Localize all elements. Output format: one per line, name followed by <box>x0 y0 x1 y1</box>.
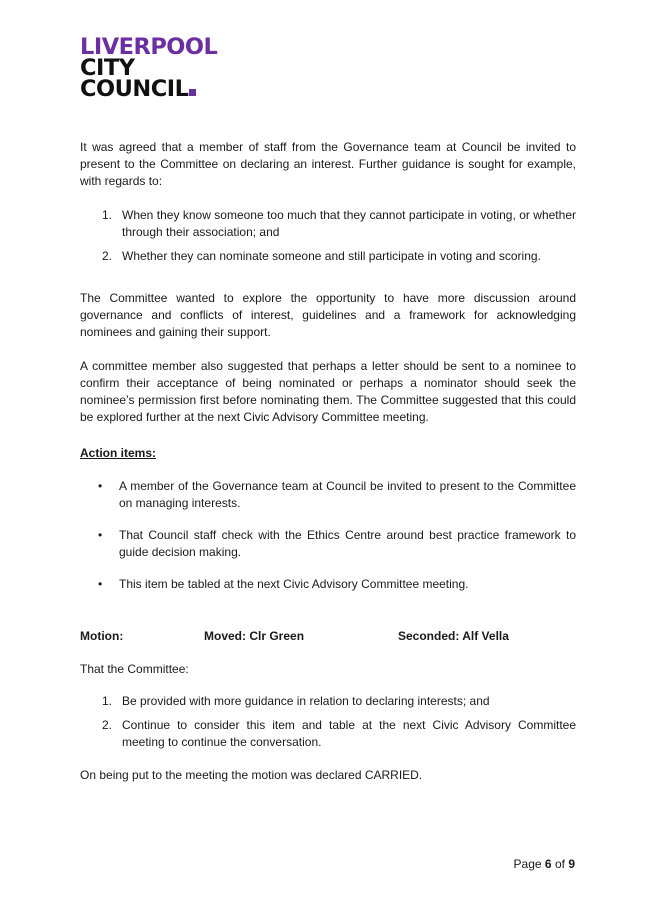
list-text: Whether they can nominate someone and still participate in voting and scoring. <box>122 249 541 263</box>
list-number: 1. <box>102 208 113 222</box>
list-item <box>80 527 576 561</box>
bullet: • <box>98 577 103 591</box>
governance-paragraph: The Committee wanted to explore the opportunity to have more discussion around governance and conflicts of interest, guidelines and a framework for acknowledging nominees and gaining their support. <box>80 291 576 339</box>
logo-council-text: COUNCIL <box>80 76 189 102</box>
resolution-list <box>80 693 576 751</box>
motion-label: Motion: <box>80 629 124 643</box>
document-body <box>80 139 576 784</box>
list-text: Be provided with more guidance in relation to declaring interests; and <box>122 694 490 708</box>
list-item <box>80 207 576 241</box>
action-items-list <box>80 478 576 593</box>
motion-seconded: Seconded: Alf Vella <box>398 629 509 643</box>
bullet: • <box>98 479 103 493</box>
logo-line-council <box>80 76 217 102</box>
action-items-heading: Action items: <box>80 446 157 460</box>
logo-line-liverpool: LIVERPOOL <box>80 34 218 60</box>
logo-square-mark <box>189 89 196 96</box>
list-text: A member of the Governance team at Council be invited to present to the Committee on managing interests. <box>119 479 576 510</box>
total-pages: 9 <box>568 857 575 871</box>
current-page: 6 <box>544 857 552 871</box>
bullet: • <box>98 528 103 542</box>
list-item <box>80 478 576 512</box>
logo-line-city: CITY <box>80 55 135 81</box>
page-word: Page <box>513 857 542 871</box>
list-text: Continue to consider this item and table at the next Civic Advisory Committee meeting to continue the conversation. <box>122 718 576 749</box>
list-number: 2. <box>102 718 113 732</box>
nominee-letter-paragraph: A committee member also suggested that perhaps a letter should be sent to a nominee to confirm their acceptance of being nominated or perhaps a nominator should seek the nominee’s permission first before nominating them. The Committee suggested that this could be explored further at the next Civic Advisory Committee meeting. <box>80 359 576 424</box>
list-number: 2. <box>102 249 113 263</box>
list-item <box>80 717 576 751</box>
guidance-list <box>80 207 576 265</box>
of-word: of <box>554 857 565 871</box>
list-text: When they know someone too much that they cannot participate in voting, or whether through their association; and <box>122 208 576 239</box>
list-text: That Council staff check with the Ethics Centre around best practice framework to guide decision making. <box>119 528 576 559</box>
motion-outcome: On being put to the meeting the motion was declared CARRIED. <box>80 768 423 782</box>
page-number <box>400 857 575 871</box>
list-item <box>80 693 576 710</box>
motion-moved: Moved: Clr Green <box>204 629 305 643</box>
intro-paragraph: It was agreed that a member of staff from the Governance team at Council be invited to present to the Committee on declaring an interest. Further guidance is sought for example, with regards to: <box>80 140 576 188</box>
motion-row <box>80 628 576 645</box>
list-item <box>80 248 576 265</box>
list-item <box>80 576 576 593</box>
list-number: 1. <box>102 694 113 708</box>
list-text: This item be tabled at the next Civic Advisory Committee meeting. <box>119 577 469 591</box>
council-logo <box>80 34 218 102</box>
that-the-committee: That the Committee: <box>80 662 189 676</box>
